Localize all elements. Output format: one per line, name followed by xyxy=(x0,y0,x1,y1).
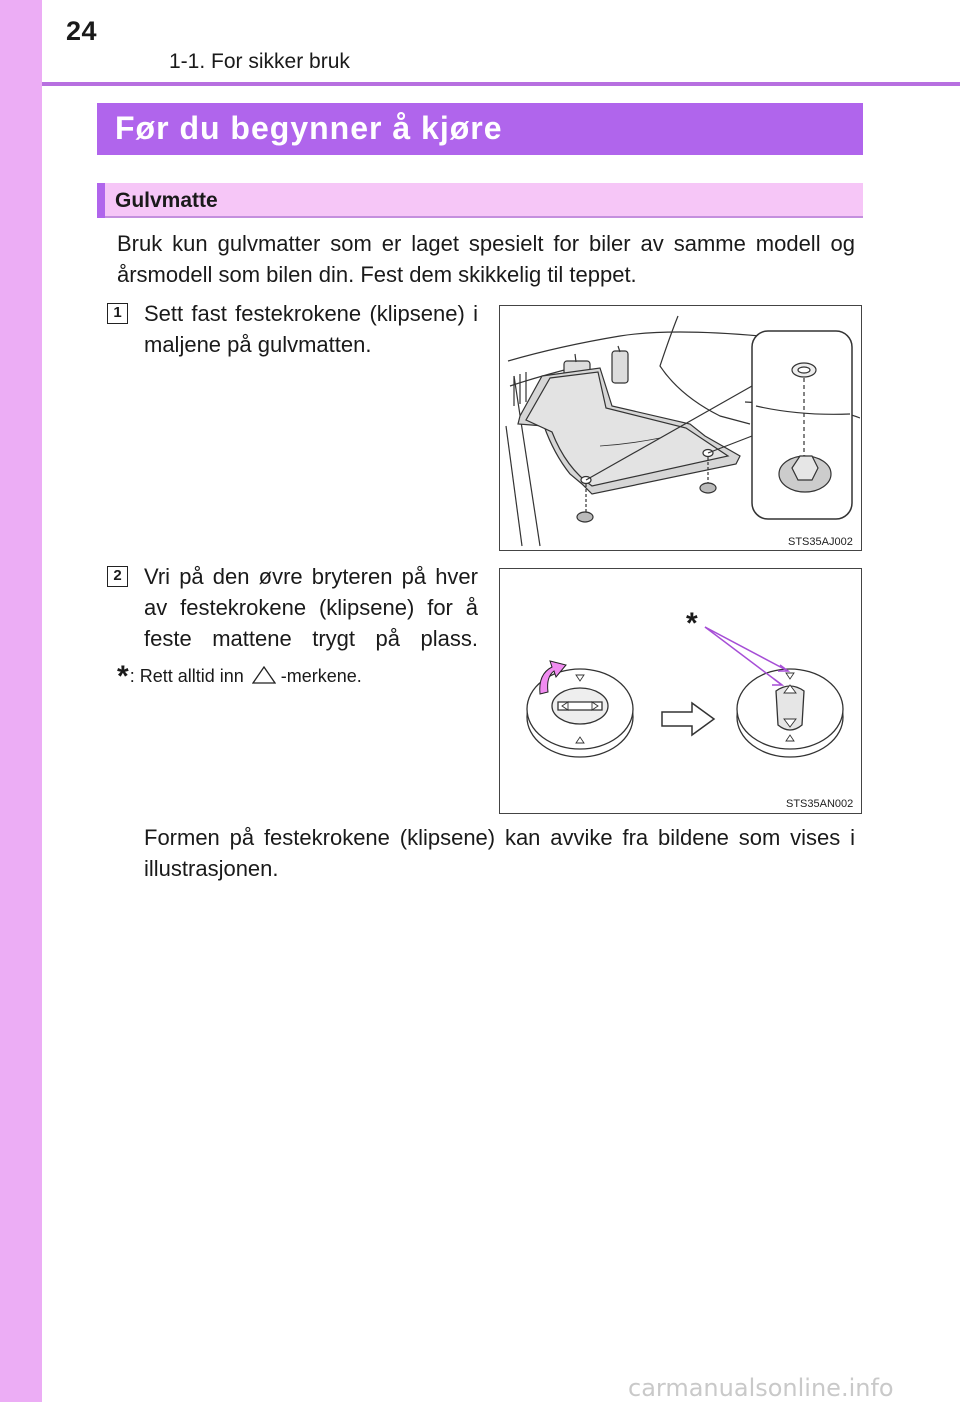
note-asterisk: * xyxy=(117,660,129,693)
intro-paragraph: Bruk kun gulvmatter som er laget spesielt for biler av samme modell og årsmodell som bilen din. Fest dem skikkelig til teppet. xyxy=(117,231,855,287)
subheading-bar xyxy=(97,183,863,218)
floor-mat-illustration xyxy=(500,306,860,549)
subheading-accent xyxy=(97,183,105,218)
title-bar xyxy=(97,103,863,155)
step-2-badge: 2 xyxy=(107,566,128,587)
figure-code: STS35AJ002 xyxy=(788,536,853,548)
figure-clip-rotation xyxy=(499,568,862,814)
page-number: 24 xyxy=(66,16,98,46)
left-margin-strip xyxy=(0,0,42,1402)
figure-asterisk: * xyxy=(686,607,698,640)
figure-floor-mat xyxy=(499,305,862,551)
watermark: carmanualsonline.info xyxy=(628,1374,894,1402)
figure-code: STS35AN002 xyxy=(786,798,854,810)
note-prefix: : Rett alltid inn xyxy=(129,666,244,686)
note-suffix: -merkene. xyxy=(280,666,362,686)
closing-paragraph: Formen på festekrokene (klipsene) kan avvike fra bildene som vises i illustrasjonen. xyxy=(144,825,855,881)
page-title: Før du begynner å kjøre xyxy=(115,110,503,146)
step-2-text: Vri på den øvre bryteren på hver av festekrokene (klipsene) for å feste mattene trygt på plass. xyxy=(144,564,478,651)
triangle-mark-icon xyxy=(252,666,276,684)
note-line xyxy=(117,660,362,694)
subheading: Gulvmatte xyxy=(115,189,218,212)
clip-rotation-illustration xyxy=(500,569,860,812)
step-1-badge: 1 xyxy=(107,303,128,324)
header-rule xyxy=(42,82,960,86)
section-label: 1-1. For sikker bruk xyxy=(169,50,350,73)
step-1-text: Sett fast festekrokene (klipsene) i maljene på gulvmatten. xyxy=(144,301,478,357)
